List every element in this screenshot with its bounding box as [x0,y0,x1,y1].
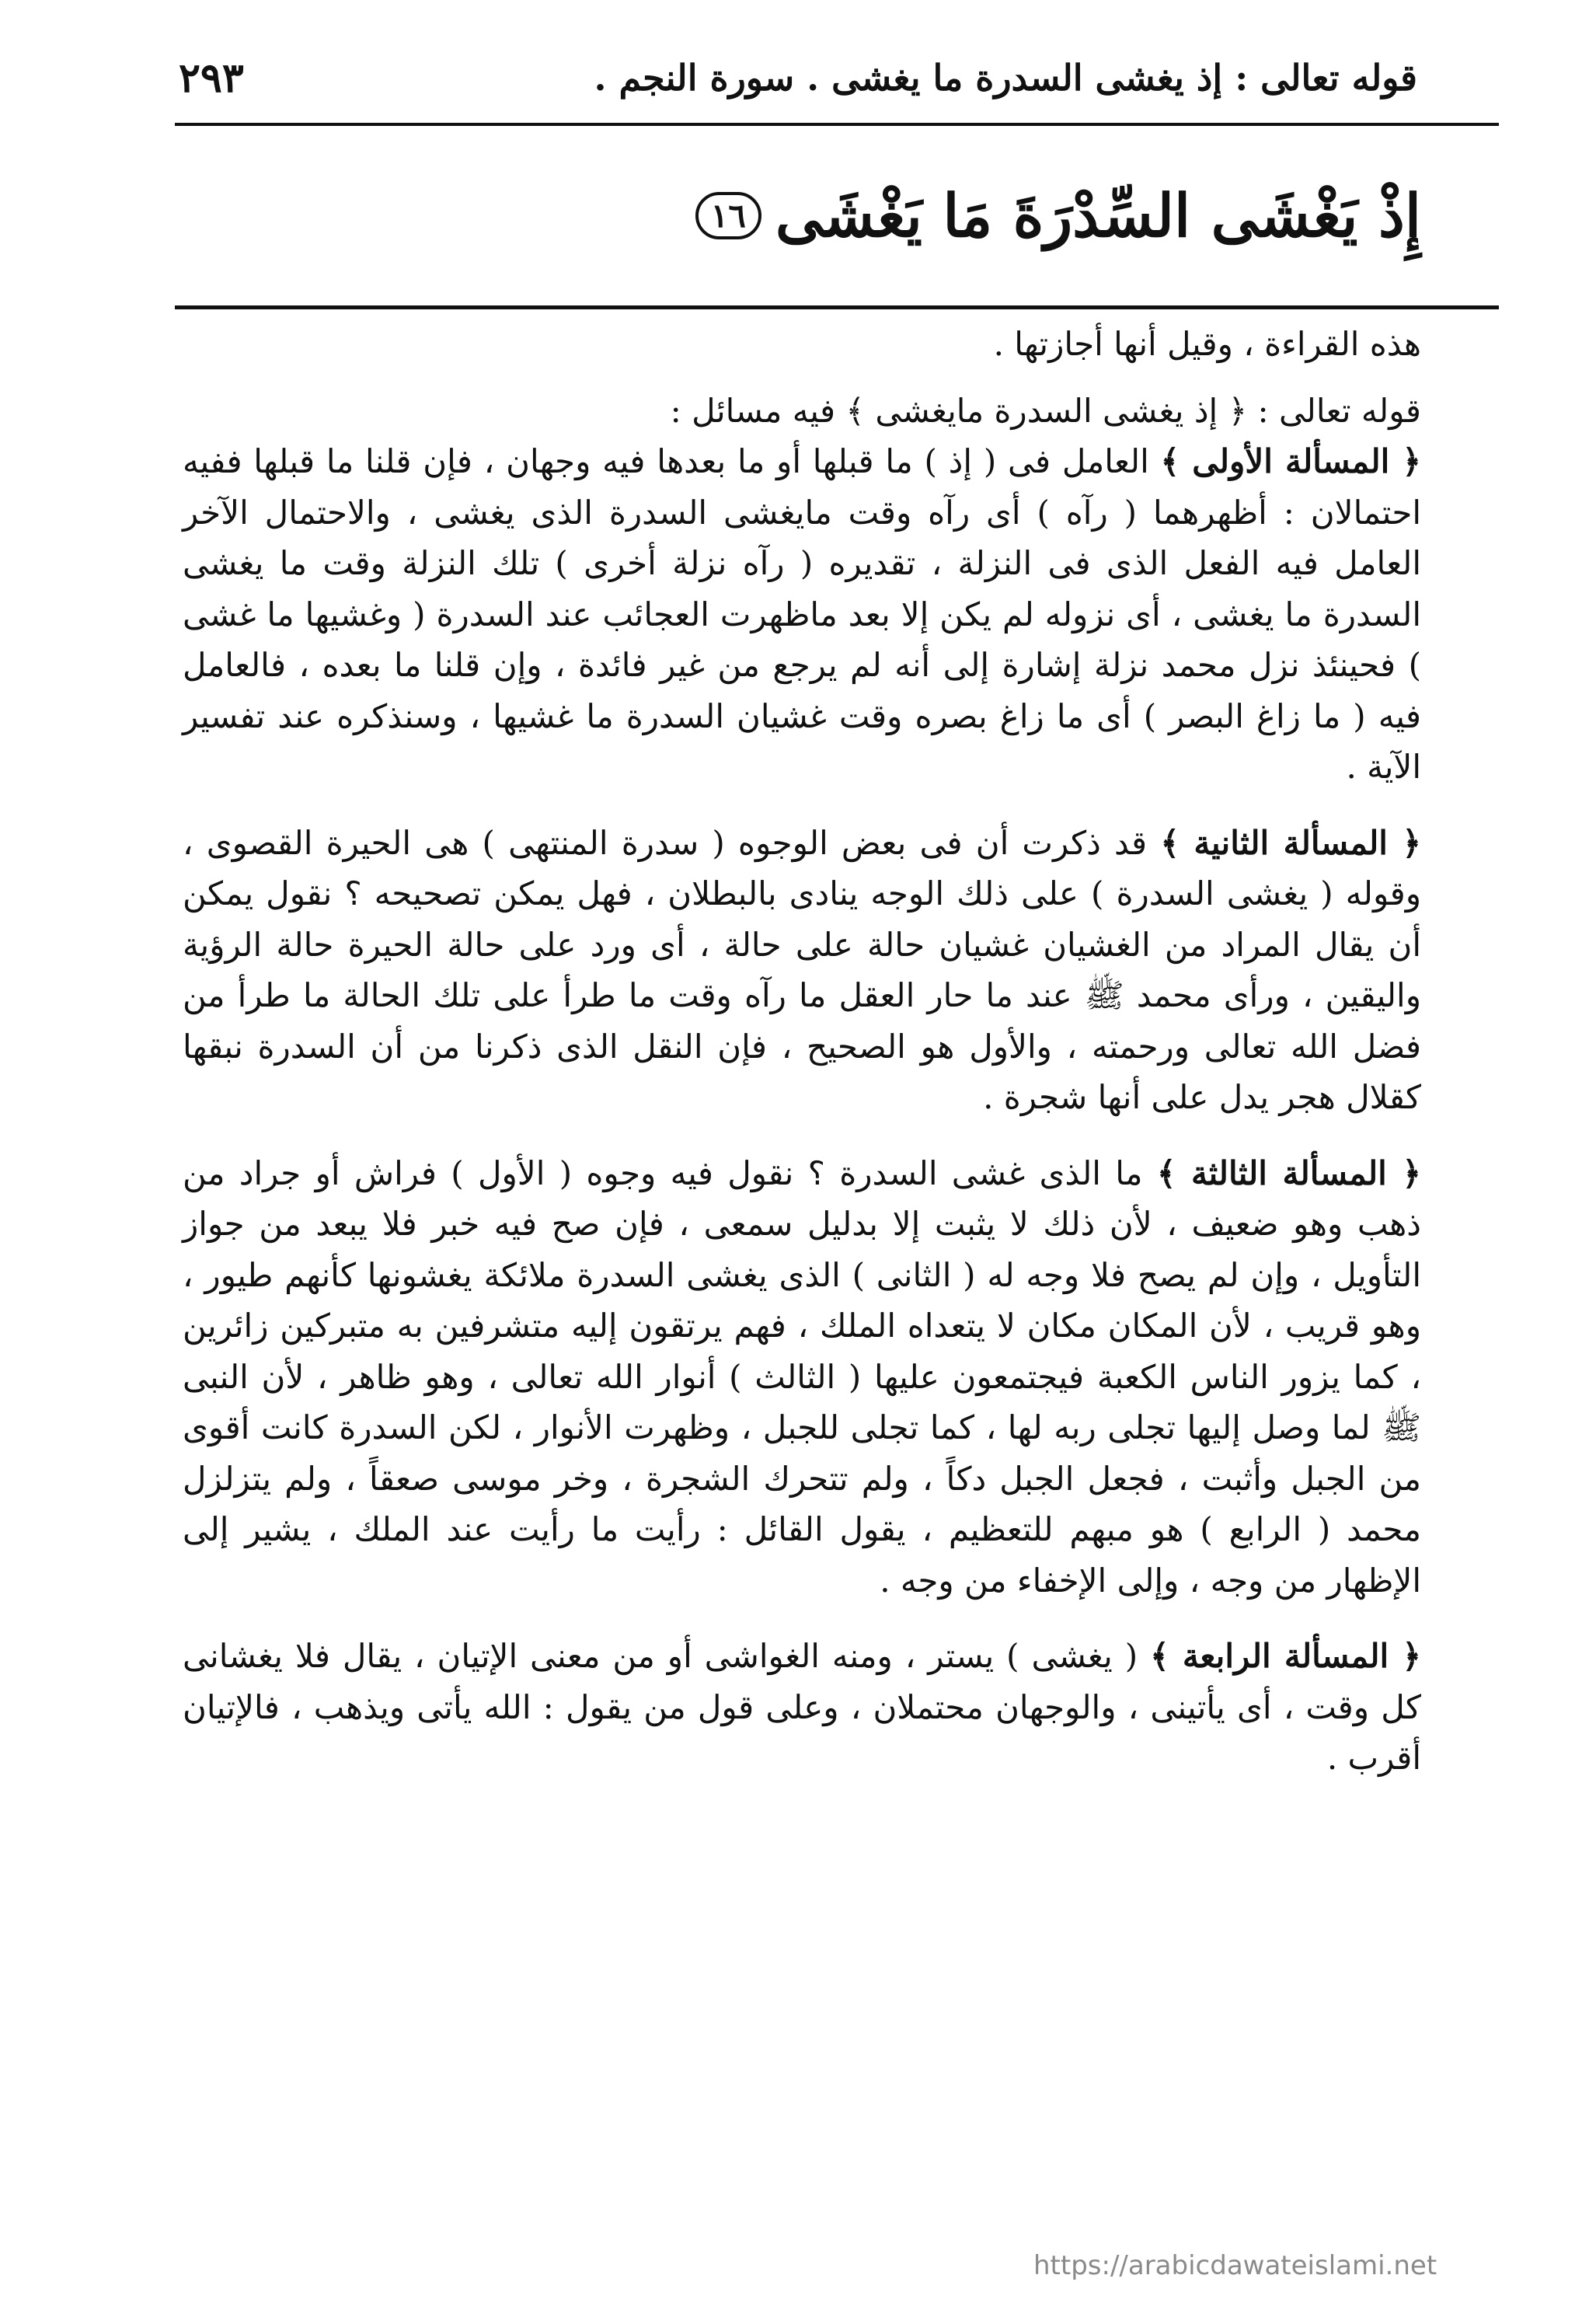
paragraph-text: ما الذى غشى السدرة ؟ نقول فيه وجوه ( الأول ) فراش أو جراد من ذهب وهو ضعيف ، لأن ذلك لا يثبت إلا بدليل سمعى ، فإن صح فيه خبر فلا يبعد من جواز التأويل ، وإن لم يصح فلا وجه له ( الثانى ) الذى يغشى السدرة ملائكة يغشونها كأنهم طيور ، وهو قريب ، لأن المكان مكان لا يتعداه الملك ، فهم يرتقون إليه متشرفين به متبركين زائرين ، كما يزور الناس الكعبة فيجتمعون عليها ( الثالث ) أنوار الله تعالى ، وهو ظاهر ، لأن النبى ﷺ لما وصل إليها تجلى ربه لها ، كما تجلى للجبل ، وظهرت الأنوار ، لكن السدرة كانت أقوى من الجبل وأثبت ، فجعل الجبل دكاً ، ولم تتحرك الشجرة ، وخر موسى صعقاً ، ولم يتزلزل محمد ( الرابع ) هو مبهم للتعظيم ، يقول القائل : رأيت ما رأيت عند الملك ، يشير إلى الإظهار من وجه ، وإلى الإخفاء من وجه . [183,1153,1421,1600]
page-number: ٢٩٣ [179,54,244,102]
paragraph [183,319,1421,370]
masala-4 [183,1631,1421,1784]
masala-2 [183,818,1421,1123]
verse-text: إِذْ يَغْشَى السِّدْرَةَ مَا يَغْشَى [775,180,1421,250]
watermark-url: https://arabicdawateislami.net [1033,2250,1437,2281]
running-header [179,47,1417,109]
masala-heading: ﴿ المسألة الثالثة ﴾ [1156,1153,1421,1192]
masala-heading: ﴿ المسألة الثانية ﴾ [1160,823,1421,862]
running-title: قوله تعالى : إذ يغشى السدرة ما يغشى . سورة النجم . [594,57,1417,99]
quran-verse [389,165,1421,266]
paragraph-text: قوله تعالى : ﴿ إذ يغشى السدرة مايغشى ﴾ فيه مسائل : [670,391,1421,430]
paragraph-text: ( يغشى ) يستر ، ومنه الغواشى أو من معنى الإتيان ، يقال فلا يغشانى كل وقت ، أى يأتينى ، والوجهان محتملان ، وعلى قول من يقول : الله يأتى ويذهب ، فالإتيان أقرب . [183,1637,1421,1777]
header-rule [175,123,1499,126]
paragraph-text: العامل فى ( إذ ) ما قبلها أو ما بعدها فيه وجهان ، فإن قلنا ما قبلها ففيه احتمالان : أظهرهما ( رآه ) أى رآه وقت مايغشى السدرة الذى يغشى ، والاحتمال الآخر العامل فيه الفعل الذى فى النزلة ، تقديره ( رآه نزلة أخرى ) تلك النزلة وقت ما يغشى السدرة ما يغشى ، أى نزوله لم يكن إلا بعد ماظهرت العجائب عند السدرة ( وغشيها ما غشى ) فحينئذ نزل محمد نزلة إشارة إلى أنه لم يرجع من غير فائدة ، وإن قلنا ما بعده ، فالعامل فيه ( ما زاغ البصر ) أى ما زاغ بصره وقت غشيان السدرة ما غشيها ، وسنذكره عند تفسير الآية . [183,442,1421,786]
paragraph-text: قد ذكرت أن فى بعض الوجوه ( سدرة المنتهى ) هى الحيرة القصوى ، وقوله ( يغشى السدرة ) على ذلك الوجه ينادى بالبطلان ، فهل يمكن تصحيحه ؟ نقول يمكن أن يقال المراد من الغشيان غشيان حالة على حالة ، أى ورد على حالة الحيرة حالة الرؤية واليقين ، ورأى محمد ﷺ عند ما حار العقل ما رآه وقت ما طرأ على تلك الحالة ما طرأ من فضل الله تعالى ورحمته ، والأول هو الصحيح ، فإن النقل الذى ذكرنا من أن السدرة نبقها كقلال هجر يدل على أنها شجرة . [183,823,1421,1116]
paragraph [183,386,1421,437]
verse-rule [175,305,1499,309]
masala-1 [183,436,1421,793]
masala-heading: ﴿ المسألة الرابعة ﴾ [1150,1637,1421,1675]
masala-3 [183,1148,1421,1607]
commentary-body [183,319,1421,2186]
verse-number: ١٦ [695,192,761,239]
masala-heading: ﴿ المسألة الأولى ﴾ [1160,442,1421,480]
paragraph-text: هذه القراءة ، وقيل أنها أجازتها . [993,325,1421,363]
